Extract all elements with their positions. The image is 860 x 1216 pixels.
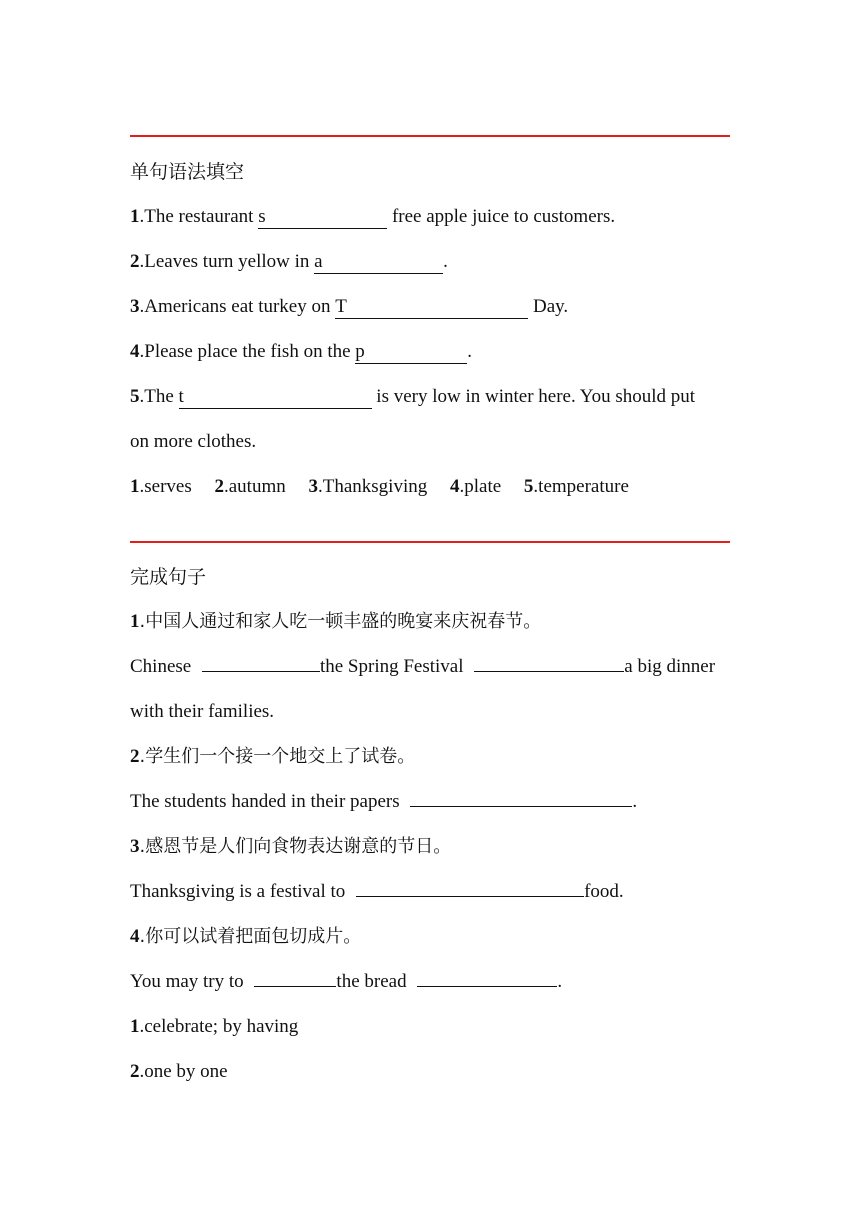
blank-initial-letter: p [355, 341, 365, 362]
fill-blank[interactable] [355, 341, 467, 364]
sentence-text: The students handed in their papers [130, 791, 405, 812]
grammar-item-5-continued: on more clothes. [130, 431, 257, 452]
chinese-prompt: .感恩节是人们向食物表达谢意的节日。 [139, 836, 452, 857]
sentence-text: . [557, 971, 563, 992]
item-text: . [443, 251, 448, 272]
answer-number: 3 [308, 476, 318, 497]
sentence-text: Thanksgiving is a festival to [130, 881, 351, 902]
fill-blank[interactable] [417, 968, 557, 987]
fill-blank[interactable] [335, 296, 528, 319]
item-number: 4 [130, 926, 140, 947]
answer-number: 5 [523, 476, 534, 497]
sentence-1-continued: with their families. [130, 701, 275, 722]
fill-blank[interactable] [314, 251, 443, 274]
answer-text: .temperature [533, 476, 629, 497]
grammar-answers [130, 473, 730, 501]
sentence-text: Chinese [130, 656, 196, 677]
fill-blank[interactable] [474, 653, 624, 672]
item-text: . [467, 341, 473, 362]
chinese-prompt: .中国人通过和家人吃一顿丰盛的晚宴来庆祝春节。 [139, 611, 542, 632]
answer-number: 2 [214, 476, 224, 497]
sentence-2-chinese [130, 743, 730, 771]
sentence-2-english [130, 788, 730, 816]
answer-text: .plate [459, 476, 502, 497]
sentence-answer-1 [130, 1013, 730, 1041]
item-number: 5 [130, 386, 140, 407]
grammar-item-3 [130, 293, 730, 321]
sentence-text: the Spring Festival [319, 656, 469, 677]
grammar-item-1 [130, 203, 730, 231]
item-number: 3 [130, 836, 140, 857]
item-number: 2 [130, 746, 140, 767]
section-divider-bottom [130, 541, 730, 543]
item-text: free apple juice to customers. [387, 206, 616, 227]
chinese-prompt: .你可以试着把面包切成片。 [139, 926, 362, 947]
item-number: 2 [130, 251, 140, 272]
fill-blank[interactable] [254, 968, 336, 987]
fill-blank[interactable] [202, 653, 320, 672]
answer-text: .Thanksgiving [317, 476, 428, 497]
sentence-text: . [632, 791, 638, 812]
sentence-text: a big dinner [624, 656, 716, 677]
grammar-item-5 [130, 383, 730, 411]
answer-text: .serves [139, 476, 192, 497]
answer-number: 2 [130, 1061, 140, 1082]
section-divider-top [130, 135, 730, 137]
item-text: .Americans eat turkey on [139, 296, 336, 317]
sentence-answer-2 [130, 1058, 730, 1086]
answer-text: .one by one [139, 1061, 228, 1082]
section-title-grammar: 单句语法填空 [130, 161, 245, 183]
fill-blank[interactable] [179, 386, 372, 409]
chinese-prompt: .学生们一个接一个地交上了试卷。 [139, 746, 416, 767]
answer-text: .autumn [223, 476, 286, 497]
sentence-4-english [130, 968, 730, 996]
fill-blank[interactable] [356, 878, 584, 897]
blank-initial-letter: s [258, 206, 266, 227]
item-text: Day. [528, 296, 569, 317]
answer-number: 1 [130, 476, 140, 497]
sentence-3-english [130, 878, 730, 906]
answer-text: .celebrate; by having [139, 1016, 299, 1037]
blank-initial-letter: a [314, 251, 323, 272]
item-text: .The restaurant [139, 206, 259, 227]
sentence-text: food. [584, 881, 624, 902]
sentence-1-chinese [130, 608, 730, 636]
item-text: is very low in winter here. You should put [371, 386, 696, 407]
sentence-4-chinese [130, 923, 730, 951]
answer-number: 4 [449, 476, 460, 497]
sentence-text: the bread [336, 971, 412, 992]
sentence-text: You may try to [130, 971, 249, 992]
grammar-item-2 [130, 248, 730, 276]
fill-blank[interactable] [410, 788, 632, 807]
item-text: .Please place the fish on the [139, 341, 356, 362]
item-number: 1 [130, 611, 140, 632]
answer-number: 1 [130, 1016, 140, 1037]
item-text: .Leaves turn yellow in [139, 251, 315, 272]
sentence-1-english [130, 653, 730, 681]
blank-initial-letter: T [335, 296, 347, 317]
item-number: 4 [130, 341, 140, 362]
item-number: 1 [130, 206, 140, 227]
section-title-complete-sentences: 完成句子 [130, 566, 207, 588]
grammar-item-4 [130, 338, 730, 366]
sentence-3-chinese [130, 833, 730, 861]
blank-initial-letter: t [178, 386, 184, 407]
fill-blank[interactable] [258, 206, 387, 229]
item-text: .The [139, 386, 179, 407]
item-number: 3 [130, 296, 140, 317]
